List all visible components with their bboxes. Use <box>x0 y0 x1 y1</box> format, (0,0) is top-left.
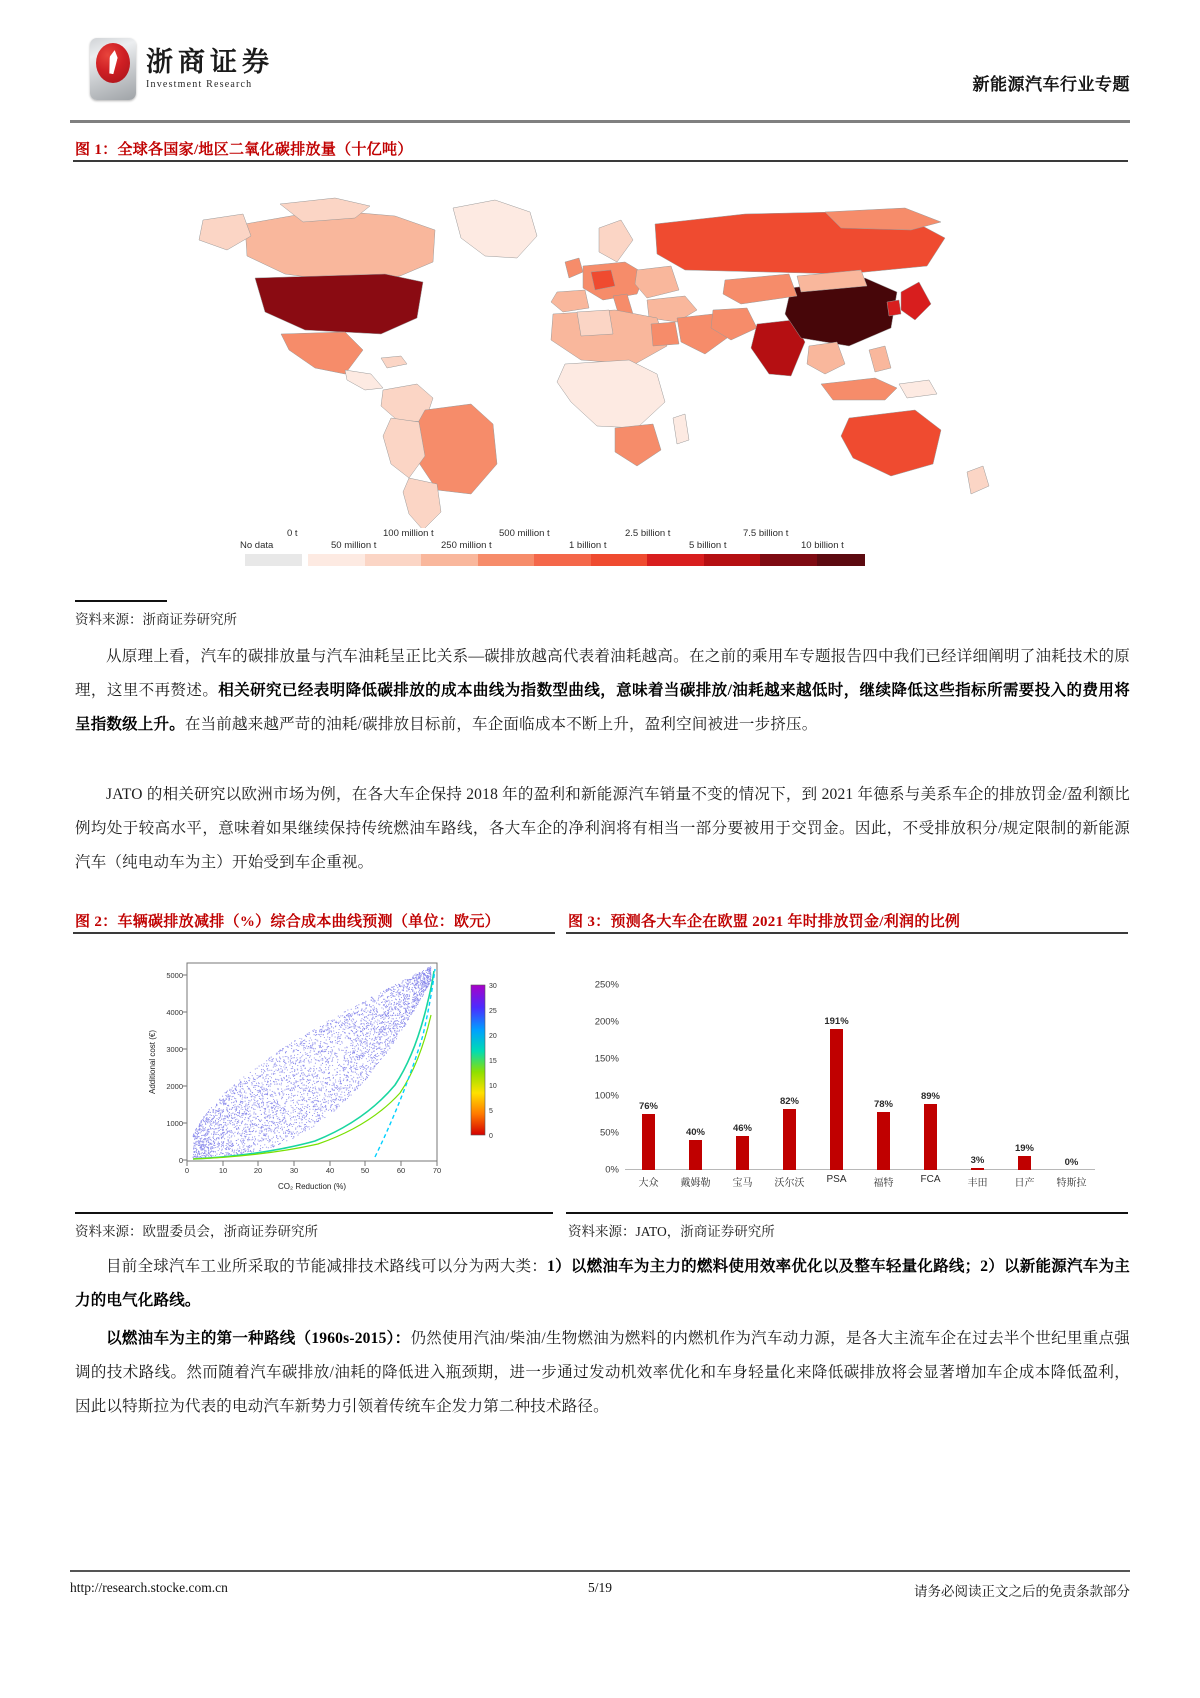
figure3-bar-chart <box>565 945 1125 1210</box>
paragraph-4-seg-a: 以燃油车为主的第一种路线（1960s-2015）： <box>106 1330 411 1347</box>
figure3-category-label: 宝马 <box>732 1178 753 1189</box>
figure2-svg <box>75 945 553 1210</box>
figure3-bar-group <box>1048 985 1095 1189</box>
svg-text:1000: 1000 <box>166 1119 183 1128</box>
footer-divider <box>70 1570 1130 1572</box>
legend-bot-1: 250 million t <box>441 540 492 551</box>
svg-text:15: 15 <box>489 1058 497 1065</box>
legend-color-scale <box>245 554 865 566</box>
legend-no-data-label: No data <box>240 540 274 551</box>
figure3-category-label: 日产 <box>1014 1178 1035 1189</box>
figure3-bar-value-label: 40% <box>685 1127 705 1139</box>
svg-text:30: 30 <box>489 983 497 990</box>
legend-swatch-7 <box>647 554 703 566</box>
figure3-bars <box>625 985 1095 1189</box>
figure3-bar-group <box>719 985 766 1189</box>
figure2-source: 资料来源：欧盟委员会，浙商证券研究所 <box>75 1224 318 1239</box>
figure3-title-rule <box>566 932 1128 934</box>
figure3-plot-area <box>565 945 1125 1210</box>
paragraph-3-seg-b: 1）以燃油车为主力的燃料使用效率优化以及整车轻量化路线；2）以新能源汽车为主力的电气化路线。 <box>75 1258 1130 1309</box>
figure1-source-rule <box>75 600 167 602</box>
figure1-source: 资料来源：浙商证券研究所 <box>75 612 237 627</box>
figure3-bar-group <box>813 985 860 1185</box>
legend-swatch-4 <box>478 554 534 566</box>
legend-swatch-2 <box>365 554 421 566</box>
legend-bot-3: 5 billion t <box>689 540 727 551</box>
figure3-bar-value-label: 46% <box>732 1122 752 1134</box>
header-divider <box>70 120 1130 123</box>
svg-text:4000: 4000 <box>166 1008 183 1017</box>
legend-bot-0: 50 million t <box>331 540 377 551</box>
figure3-category-label: 丰田 <box>967 1178 988 1189</box>
legend-swatch-9 <box>760 554 816 566</box>
figure3-category-label: 大众 <box>638 1178 659 1189</box>
figure3-ytick-5: 250% <box>594 979 619 991</box>
paragraph-4 <box>75 1322 1130 1424</box>
figure3-ytick-0: 0% <box>605 1164 619 1176</box>
svg-text:0: 0 <box>184 1166 190 1175</box>
svg-text:70: 70 <box>432 1166 442 1175</box>
figure3-bar-value-label: 76% <box>638 1100 658 1112</box>
figure3-category-label: PSA <box>826 1174 847 1185</box>
logo-emblem-icon <box>90 38 136 100</box>
legend-top-4: 7.5 billion t <box>743 528 789 539</box>
paragraph-4-seg-b: 仍然使用汽油/柴油/生物燃油为燃料的内燃机作为汽车动力源，是各大主流车企在过去半个世纪里重点强调的技术路线。然而随着汽车碳排放/油耗的降低进入瓶颈期，进一步通过发动机效率优化和车身轻量化来降低碳排放将会显著增加车企成本降低盈利，因此以特斯拉为代表的电动汽车新势力引领着传统车企发力第二种技术路径。 <box>75 1330 1130 1415</box>
figure3-bar-value-label: 89% <box>920 1091 940 1103</box>
svg-text:5: 5 <box>489 1108 493 1115</box>
figure3-category-label: 特斯拉 <box>1056 1178 1087 1189</box>
figure3-ytick-4: 200% <box>594 1016 619 1028</box>
figure3-bar-group <box>1001 985 1048 1189</box>
legend-bot-4: 10 billion t <box>801 540 844 551</box>
figure3-bar <box>830 1029 843 1170</box>
figure3-category-label: 沃尔沃 <box>774 1178 805 1189</box>
figure3-bar-value-label: 0% <box>1064 1157 1079 1168</box>
svg-text:50: 50 <box>360 1166 370 1175</box>
legend-top-2: 500 million t <box>499 528 550 539</box>
figure3-ytick-3: 150% <box>594 1053 619 1065</box>
paragraph-1 <box>75 640 1130 742</box>
paragraph-1-seg-c: 在当前越来越严苛的油耗/碳排放目标前，车企面临成本不断上升，盈利空间被进一步挤压。 <box>184 716 818 733</box>
figure3-bar-value-label: 82% <box>779 1096 799 1108</box>
paragraph-2 <box>75 778 1130 880</box>
figure3-bar-group <box>954 985 1001 1189</box>
svg-text:30: 30 <box>289 1166 299 1175</box>
svg-text:20: 20 <box>253 1166 263 1175</box>
legend-swatch-5 <box>534 554 590 566</box>
svg-text:0: 0 <box>178 1156 183 1165</box>
footer-page-number: 5/19 <box>587 1580 612 1595</box>
paragraph-1-seg-b: 相关研究已经表明降低碳排放的成本曲线为指数型曲线，意味着当碳排放/油耗越来越低时，继续降低这些指标所需要投入的费用将呈指数级上升。 <box>75 682 1130 733</box>
logo-company-name-cn: 浙商证券 <box>146 46 274 77</box>
figure2-scatter-chart <box>75 945 553 1210</box>
legend-top-0: 0 t <box>287 528 298 539</box>
svg-text:25: 25 <box>489 1008 497 1015</box>
figure3-bar-group <box>625 985 672 1189</box>
figure3-ytick-2: 100% <box>594 1090 619 1102</box>
figure3-source-rule <box>566 1212 1128 1214</box>
figure3-category-label: 福特 <box>873 1178 894 1189</box>
svg-text:10: 10 <box>489 1083 497 1090</box>
figure3-bar-value-label: 19% <box>1014 1142 1034 1154</box>
legend-swatch-6 <box>591 554 647 566</box>
figure1-title-rule <box>73 160 1128 162</box>
legend-top-3: 2.5 billion t <box>625 528 671 539</box>
page-header <box>70 38 1130 120</box>
figure3-bar <box>783 1109 796 1170</box>
figure3-bar <box>877 1112 890 1170</box>
figure3-bar <box>924 1104 937 1170</box>
figure3-bar-value-label: 78% <box>873 1099 893 1111</box>
paragraph-2-text: JATO 的相关研究以欧洲市场为例，在各大车企保持 2018 年的盈利和新能源汽车销量不变的情况下，到 2021 年德系与美系车企的排放罚金/盈利额比例均处于较高水平，意味着如果继续保持传统燃油车路线，各大车企的净利润将有相当一部分要被用于交罚金。因此，不受排放积分/规定限制的新能源汽车（纯电动车为主）开始受到车企重视。 <box>75 786 1130 871</box>
logo-company-name-en: Investment Research <box>146 79 253 91</box>
legend-top-1: 100 million t <box>383 528 434 539</box>
figure3-bar-value-label: 3% <box>970 1154 985 1166</box>
figure3-bar-group <box>766 985 813 1189</box>
figure3-ytick-1: 50% <box>599 1127 619 1139</box>
paragraph-3 <box>75 1250 1130 1318</box>
figure3-bar-group <box>860 985 907 1189</box>
figure3-bar-value-label: 191% <box>824 1015 849 1027</box>
legend-swatch-nodata <box>245 554 302 566</box>
legend-bottom-labels <box>240 540 865 553</box>
legend-swatch-1 <box>308 554 364 566</box>
paragraph-3-seg-a: 目前全球汽车工业所采取的节能减排技术路线可以分为两大类： <box>106 1258 548 1275</box>
figure1-title: 图 1：全球各国家/地区二氧化碳排放量（十亿吨） <box>75 142 413 158</box>
figure2-title: 图 2：车辆碳排放减排（%）综合成本曲线预测（单位：欧元） <box>75 914 500 930</box>
svg-text:20: 20 <box>489 1033 497 1040</box>
figure3-bar-group <box>907 985 954 1185</box>
svg-text:10: 10 <box>218 1166 228 1175</box>
figure3-bar <box>736 1136 749 1170</box>
legend-swatch-3 <box>421 554 477 566</box>
figure3-source: 资料来源：JATO，浙商证券研究所 <box>568 1224 775 1239</box>
figure3-category-label: 戴姆勒 <box>680 1178 711 1189</box>
world-map-svg <box>185 178 1015 528</box>
figure1-legend <box>240 528 865 560</box>
header-report-series: 新能源汽车行业专题 <box>972 75 1130 94</box>
figure2-ylabel: Additional cost (€) <box>148 1029 157 1095</box>
figure3-bar <box>1018 1156 1031 1170</box>
legend-swatch-8 <box>704 554 760 566</box>
figure3-title: 图 3：预测各大车企在欧盟 2021 年时排放罚金/利润的比例 <box>568 914 961 930</box>
svg-text:0: 0 <box>489 1133 493 1140</box>
figure2-xlabel: CO₂ Reduction (%) <box>277 1182 347 1191</box>
footer-url[interactable]: http://research.stocke.com.cn <box>70 1580 228 1595</box>
figure2-source-rule <box>75 1212 553 1214</box>
figure3-bar <box>642 1114 655 1170</box>
figure2-title-rule <box>73 932 555 934</box>
figure3-bar <box>971 1168 984 1170</box>
legend-swatch-10 <box>817 554 866 566</box>
figure3-bar-group <box>672 985 719 1189</box>
svg-text:2000: 2000 <box>166 1082 183 1091</box>
company-logo <box>90 38 274 100</box>
svg-text:3000: 3000 <box>166 1045 183 1054</box>
svg-text:5000: 5000 <box>166 971 183 980</box>
svg-text:60: 60 <box>396 1166 406 1175</box>
figure3-bar <box>689 1140 702 1170</box>
footer-disclaimer: 请务必阅读正文之后的免责条款部分 <box>914 1584 1130 1599</box>
svg-text:40: 40 <box>325 1166 335 1175</box>
legend-bot-2: 1 billion t <box>569 540 607 551</box>
paragraph-1-seg-a: 从原理上看，汽车的碳排放量与汽车油耗呈正比关系—碳排放越高代表着油耗越高。在之前的乘用车专题报告四中我们已经详细阐明了油耗技术的原理，这里不再赘述。 <box>75 648 1130 699</box>
figure3-category-label: FCA <box>920 1174 941 1185</box>
